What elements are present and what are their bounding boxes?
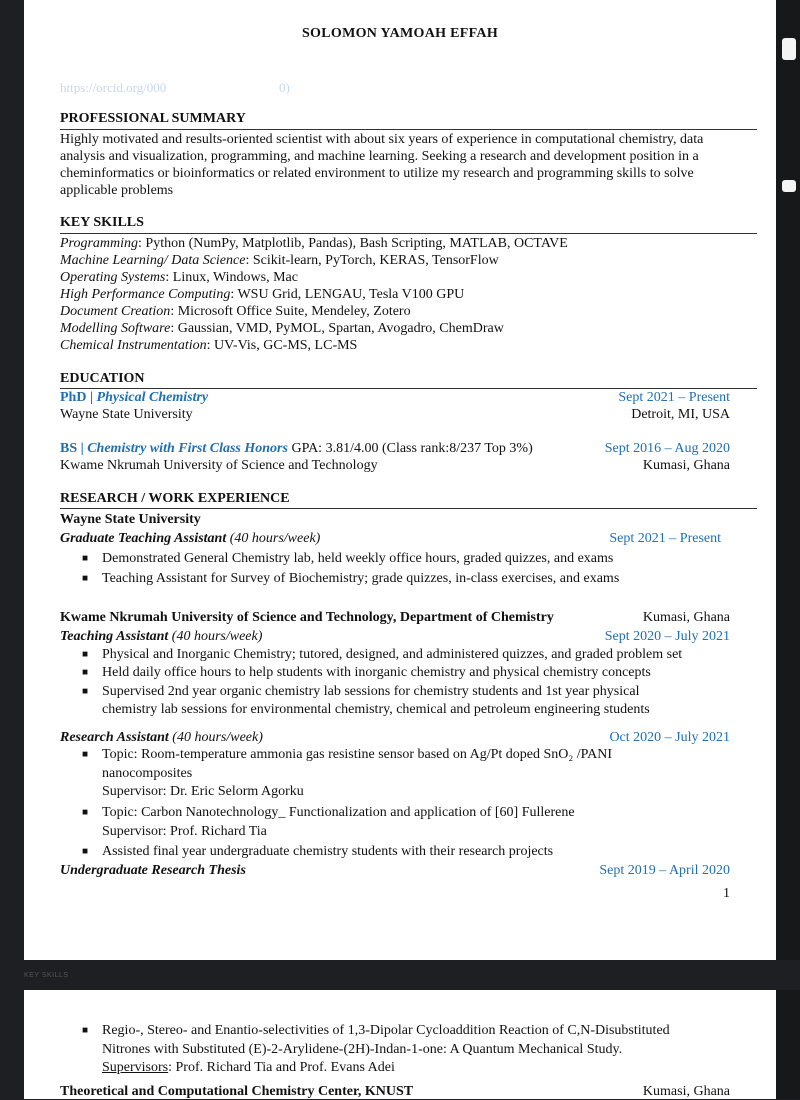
skill-value: : Gaussian, VMD, PyMOL, Spartan, Avogadro, ChemDraw	[170, 321, 504, 336]
skill-row	[60, 269, 758, 286]
degree-field: Chemistry with First Class Honors	[87, 441, 288, 456]
degree-label: PhD |	[60, 390, 97, 405]
experience-heading: RESEARCH / WORK EXPERIENCE	[60, 491, 290, 506]
knust-ta-role	[60, 628, 262, 645]
thesis-dates: Sept 2019 – April 2020	[599, 863, 730, 878]
skill-row	[60, 303, 758, 320]
section-rule	[60, 233, 757, 234]
bullet-text: Held daily office hours to help students with inorganic chemistry and physical chemistry concepts	[102, 665, 651, 680]
summary-heading: PROFESSIONAL SUMMARY	[60, 111, 246, 126]
edge-tab	[782, 180, 796, 192]
summary-line: cheminformatics or bioinformatics or related environment to utilize my research and programming skills to solve	[60, 166, 694, 181]
thesis-role: Undergraduate Research Thesis	[60, 863, 246, 878]
edge-tab	[782, 38, 796, 60]
supervisors-value: : Prof. Richard Tia and Prof. Evans Adei	[168, 1060, 395, 1075]
wsu-org: Wayne State University	[60, 512, 201, 527]
skill-value: : UV-Vis, GC-MS, LC-MS	[206, 338, 358, 353]
role-title: Teaching Assistant	[60, 629, 169, 644]
degree-field: Physical Chemistry	[96, 390, 209, 405]
knust-org: Kwame Nkrumah University of Science and Technology, Department of Chemistry	[60, 610, 554, 625]
skill-row	[60, 235, 758, 252]
bs-dates: Sept 2016 – Aug 2020	[604, 441, 730, 456]
page-number: 1	[723, 886, 730, 901]
bullet: ■	[82, 573, 89, 584]
bullet-text: Assisted final year undergraduate chemistry students with their research projects	[102, 844, 554, 859]
knust-location: Kumasi, Ghana	[642, 610, 730, 625]
gpa-text: GPA: 3.81/4.00 (Class rank:8/237 Top 3%)	[287, 441, 533, 456]
skill-label: Modelling Software	[60, 321, 171, 336]
role-hours: (40 hours/week)	[168, 730, 263, 745]
skill-label: Document Creation	[60, 304, 171, 319]
bullet-text-cont: chemistry lab sessions for environmental chemistry, chemical and petroleum engineering students	[102, 702, 650, 717]
phd-degree	[60, 389, 208, 406]
knust-ra-role	[60, 729, 263, 746]
education-heading: EDUCATION	[60, 371, 145, 386]
knust-ra-dates: Oct 2020 – July 2021	[609, 730, 730, 745]
skill-row	[60, 337, 758, 354]
bullet-text-cont: Supervisor: Prof. Richard Tia	[102, 824, 267, 839]
bs-degree	[60, 440, 533, 457]
skill-label: High Performance Computing	[60, 287, 231, 302]
skill-row	[60, 320, 758, 337]
bullet-text: Supervised 2nd year organic chemistry lab sessions for chemistry students and 1st year physical	[102, 684, 640, 699]
bullet: ■	[82, 649, 89, 660]
summary-line: applicable problems	[60, 183, 174, 198]
summary-line: Highly motivated and results-oriented scientist with about six years of experience in computational chemistry, data	[60, 132, 704, 147]
skill-label: Operating Systems	[60, 270, 166, 285]
bullet-text: Regio-, Stereo- and Enantio-selectivities of 1,3-Dipolar Cycloaddition Reaction of C,N-Disubstituted	[102, 1023, 670, 1038]
summary-text	[60, 131, 758, 199]
bullet-text: Physical and Inorganic Chemistry; tutored, designed, and administered quizzes, and graded problem set	[102, 647, 683, 662]
supervisors-line	[102, 1059, 395, 1077]
role-title: Research Assistant	[60, 730, 169, 745]
bullet-text-cont: Supervisor: Dr. Eric Selorm Agorku	[102, 784, 304, 799]
bullet: ■	[82, 553, 89, 564]
section-rule	[60, 508, 757, 509]
bs-school: Kwame Nkrumah University of Science and Technology	[60, 458, 378, 473]
skill-value: : WSU Grid, LENGAU, Tesla V100 GPU	[230, 287, 465, 302]
bullet-text: Teaching Assistant for Survey of Biochemistry; grade quizzes, in-class exercises, and exams	[102, 571, 620, 586]
orcid-link-end[interactable]: 0)	[279, 80, 290, 95]
skills-heading: KEY SKILLS	[60, 215, 144, 230]
skill-label: Programming	[60, 236, 139, 251]
skill-label: Chemical Instrumentation	[60, 338, 207, 353]
supervisors-label: Supervisors	[102, 1060, 169, 1075]
resume-page-1	[24, 0, 776, 960]
page-gap	[0, 960, 800, 990]
bullet-text-cont: Nitrones with Substituted (E)-2-Arylidene-(2H)-Indan-1-one: A Quantum Mechanical Study.	[102, 1042, 623, 1057]
bullet-text-cont: nanocomposites	[102, 766, 193, 781]
bs-location: Kumasi, Ghana	[642, 458, 730, 473]
degree-label: BS |	[60, 441, 88, 456]
wsu-dates: Sept 2021 – Present	[609, 531, 721, 546]
bullet-text: Topic: Carbon Nanotechnology_ Functionalization and application of [60] Fullerene	[102, 805, 575, 820]
phd-dates: Sept 2021 – Present	[618, 390, 730, 405]
center-org: Theoretical and Computational Chemistry Center, KNUST	[60, 1084, 414, 1099]
skills-list	[60, 235, 758, 354]
bullet-text: Demonstrated General Chemistry lab, held weekly office hours, graded quizzes, and exams	[102, 551, 614, 566]
role-title: Graduate Teaching Assistant	[60, 531, 227, 546]
phd-location: Detroit, MI, USA	[631, 407, 730, 422]
bullet-text: Topic: Room-temperature ammonia gas resistine sensor based on Ag/Pt doped SnO₂ /PANI	[102, 747, 613, 762]
skill-row	[60, 252, 758, 269]
bullet: ■	[82, 667, 89, 678]
role-hours: (40 hours/week)	[168, 629, 263, 644]
phd-school: Wayne State University	[60, 407, 193, 422]
resume-page-2	[24, 990, 776, 1099]
skill-row	[60, 286, 758, 303]
page-gap-text: KEY SKILLS	[24, 972, 69, 979]
viewer-edge	[776, 0, 800, 1099]
role-hours: (40 hours/week)	[226, 531, 321, 546]
candidate-name: SOLOMON YAMOAH EFFAH	[301, 26, 499, 41]
orcid-link[interactable]: https://orcid.org/000	[60, 80, 167, 95]
summary-line: analysis and visualization, programming, and machine learning. Seeking a research and development position in a	[60, 149, 699, 164]
bullet: ■	[82, 686, 89, 697]
skill-label: Machine Learning/ Data Science	[60, 253, 246, 268]
wsu-role	[60, 530, 320, 547]
bullet: ■	[82, 846, 89, 857]
skill-value: : Scikit-learn, PyTorch, KERAS, TensorFlow	[245, 253, 499, 268]
skill-value: : Microsoft Office Suite, Mendeley, Zotero	[170, 304, 411, 319]
skill-value: : Linux, Windows, Mac	[165, 270, 298, 285]
section-rule	[60, 129, 757, 130]
bullet: ■	[82, 1025, 89, 1036]
skill-value: : Python (NumPy, Matplotlib, Pandas), Bash Scripting, MATLAB, OCTAVE	[138, 236, 568, 251]
bullet: ■	[82, 807, 89, 818]
bullet: ■	[82, 749, 89, 760]
knust-ta-dates: Sept 2020 – July 2021	[604, 629, 730, 644]
center-location: Kumasi, Ghana	[642, 1084, 730, 1099]
